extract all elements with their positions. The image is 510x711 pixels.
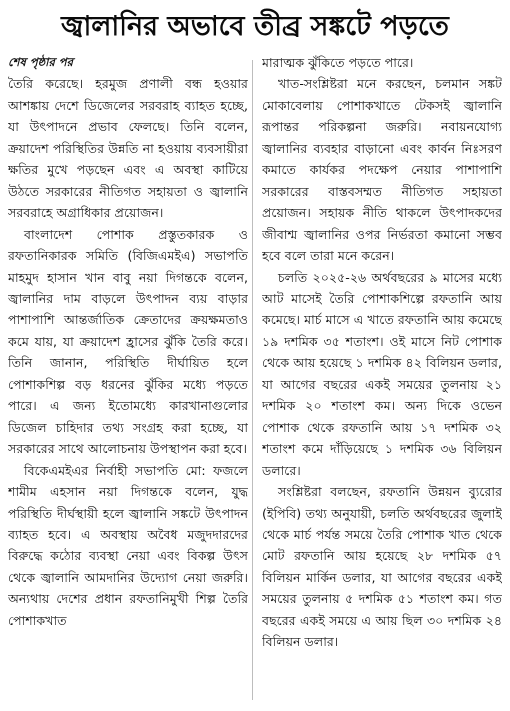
paragraph: বিকেএমইএর নির্বাহী সভাপতি মো: ফজলে শামীম এহসান নয়া দিগন্তকে বলেন, যুদ্ধ পরিস্থিতি দীর্ঘস্থায়ী হলে জ্বালানি সঙ্কটে উৎপাদন ব্যাহত হবে। এ অবস্থায় অবৈধ মজুদদারদের বিরুদ্ধে কঠোর ব্যবস্থা নেয়া এবং বিকল্প উৎস থেকে জ্বালানি আমদানির উদ্যোগ নেয়া জরুরি। অন্যথায় দেশের প্রধান রফতানিমুখী শিল্প তৈরি পোশাকখাত	[8, 462, 248, 628]
paragraph: তৈরি করেছে। হরমুজ প্রণালী বন্ধ হওয়ার আশঙ্কায় দেশে ডিজেলের সরবরাহ ব্যাহত হচ্ছে, যা উৎপাদনে প্রভাব ফেলছে। তিনি বলেন, ক্রয়াদেশ পরিস্থিতির উন্নতি না হওয়ায় ব্যবসায়ীরা ক্ষতির মুখে পড়ছেন এবং এ অবস্থা কাটিয়ে উঠতে সরকারের নীতিগত সহায়তা ও জ্বালানি সরবরাহে অগ্রাধিকার প্রয়োজন।	[8, 76, 248, 221]
right-column	[262, 52, 502, 707]
paragraph: সংশ্লিষ্টরা বলছেন, রফতানি উন্নয়ন ব্যুরোর (ইপিবি) তথ্য অনুযায়ী, চলতি অর্থবছরের জুলাই থেকে মার্চ পর্যন্ত সময়ে তৈরি পোশাক খাত থেকে মোট রফতানি আয় হয়েছে ২৮ দশমিক ৫৭ বিলিয়ন মার্কিন ডলার, যা আগের বছরের একই সময়ের তুলনায় ৫ দশমিক ৫১ শতাংশ কম। গত বছরের একই সময়ে এ আয় ছিল ৩০ দশমিক ২৪ বিলিয়ন ডলার।	[262, 484, 502, 650]
column-divider	[252, 60, 253, 700]
continued-label: শেষ পৃষ্ঠার পর	[8, 55, 73, 69]
headline: জ্বালানির অভাবে তীব্র সঙ্কটে পড়তে	[61, 11, 449, 42]
paragraph: মারাত্মক ঝুঁকিতে পড়তে পারে।	[262, 55, 414, 70]
paragraph: বাংলাদেশ পোশাক প্রস্তুতকারক ও রফতানিকারক সমিতি (বিজিএমইএ) সভাপতি মাহমুদ হাসান খান বাবু নয়া দিগন্তকে বলেন, জ্বালানির দাম বাড়লে উৎপাদন ব্যয় বাড়ার পাশাপাশি আন্তর্জাতিক ক্রেতাদের ক্রয়ক্ষমতাও কমে যায়, যা ক্রয়াদেশ হ্রাসের ঝুঁকি তৈরি করে। তিনি জানান, পরিস্থিতি দীর্ঘায়িত হলে পোশাকশিল্প বড় ধরনের ঝুঁকির মধ্যে পড়তে পারে। এ জন্য ইতোমধ্যে কারখানাগুলোর ডিজেল চাহিদার তথ্য সংগ্রহ করা হচ্ছে, যা সরকারের সাথে আলোচনায় উপস্থাপন করা হবে।	[8, 226, 248, 457]
left-column	[8, 52, 248, 707]
paragraph: খাত-সংশ্লিষ্টরা মনে করছেন, চলমান সঙ্কট মোকাবেলায় পোশাকখাতে টেকসই জ্বালানি রূপান্তর পরিকল্পনা জরুরি। নবায়নযোগ্য জ্বালানির ব্যবহার বাড়ানো এবং কার্বন নিঃসরণ কমাতে কার্যকর পদক্ষেপ নেয়ার পাশাপাশি সরকারের বাস্তবসম্মত নীতিগত সহায়তা প্রয়োজন। সহায়ক নীতি থাকলে উৎপাদকদের জীবাশ্ম জ্বালানির ওপর নির্ভরতা কমানো সম্ভব হবে বলে তারা মনে করেন।	[262, 76, 502, 264]
paragraph: চলতি ২০২৫-২৬ অর্থবছরের ৯ মাসের মধ্যে আট মাসেই তৈরি পোশাকশিল্পে রফতানি আয় কমেছে। মার্চ মাসে এ খাতে রফতানি আয় কমেছে ১৯ দশমিক ৩৫ শতাংশ। ওই মাসে নিট পোশাক থেকে আয় হয়েছে ১ দশমিক ৪২ বিলিয়ন ডলার, যা আগের বছরের একই সময়ের তুলনায় ২১ দশমিক ২০ শতাংশ কম। অন্য দিকে ওভেন পোশাক থেকে রফতানি আয় ১৭ দশমিক ৩২ শতাংশ কমে দাঁড়িয়েছে ১ দশমিক ৩৬ বিলিয়ন ডলারে।	[262, 269, 502, 478]
